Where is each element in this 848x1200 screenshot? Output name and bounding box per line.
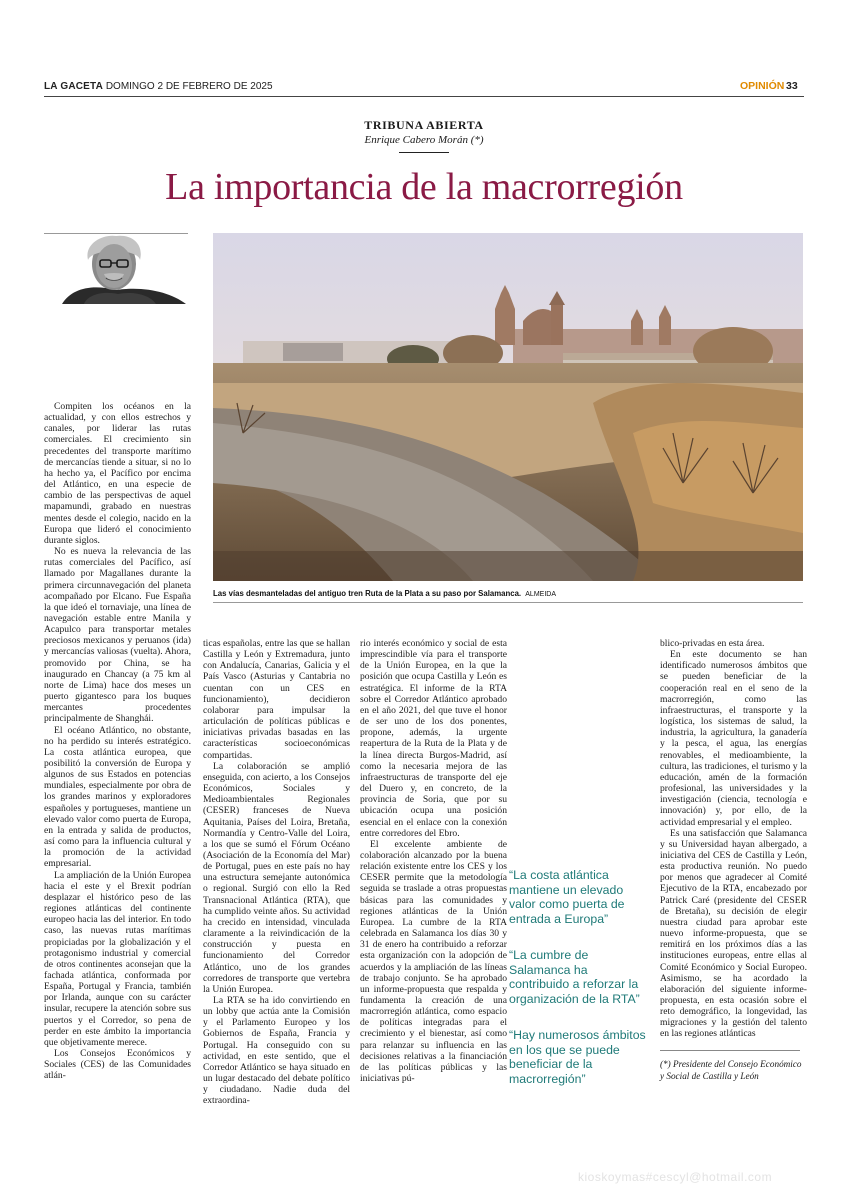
header-divider: [44, 96, 804, 97]
author-portrait: [44, 233, 188, 304]
paragraph: La RTA se ha ido convirtiendo en un lobby que actúa ante la Comisión y el Parlamento Europeo y los Gobiernos de España, Francia y Portugal. Ha conseguido con su actividad, en este sentido, que el Corredor Atlántico se haya situado en un lugar destacado del debate político y ciudadano. Nadie duda del extraordina-: [203, 995, 350, 1107]
article-author: Enrique Cabero Morán (*): [364, 134, 484, 146]
article-column-2: [203, 638, 350, 1107]
paragraph: Los Consejos Económicos y Sociales (CES) de las Comunidades atlán-: [44, 1048, 191, 1082]
paragraph: rio interés económico y social de esta imprescindible vía para el transporte de la Unión Europea, en la que la posición que ocupa Castilla y León es estratégica. El informe de la RTA sobre el Corredor Atlántico aprobado en el año 2021, del que tuve el honor de ser uno de los dos ponentes, propone, además, la urgente reapertura de la Ruta de la Plata y de la línea directa Burgos-Madrid, así como la necesaria mejora de las infraestructuras de transporte del eje del Duero y, en concreto, de la provincia de Soria, que por su ubicación ocupa una posición esencial en el enlace con la conexión entre corredores del Ebro.: [360, 638, 507, 839]
article-headline: La importancia de la macrorregión: [165, 166, 683, 208]
paper-name: LA GACETA: [44, 81, 104, 92]
pull-quote: “Hay numerosos ámbitos en los que se puede beneficiar de la macrorregión”: [509, 1028, 646, 1086]
paragraph: Compiten los océanos en la actualidad, y con ellos estrechos y canales, por liderar las rutas comerciales. El crecimiento sin precedentes del transporte marítimo de mercancías tiende a situar, si no lo ha hecho ya, el Pacífico por encima del Atlántico, en una especie de cambio de las perspectivas de aquel mapamundi, grabado en nuestras mentes desde el colegio, nacido en la Europa que lideró el conocimiento durante siglos.: [44, 401, 191, 546]
author-portrait-drawing: [44, 234, 188, 304]
issue-date: DOMINGO 2 DE FEBRERO DE 2025: [105, 81, 273, 92]
photo-caption: [213, 589, 803, 598]
watermark-text: kioskoymas#cescyl@hotmail.com: [578, 1170, 773, 1184]
page-number: 33: [786, 80, 798, 92]
article-column-3: [360, 638, 507, 1084]
photo-credit: ALMEIDA: [525, 591, 556, 598]
masthead: [44, 81, 273, 92]
paragraph: El excelente ambiente de colaboración alcanzado por la buena relación existente entre los CES y los CESER permite que la metodología seguida se traslade a otras propuestas básicas para las comunidades y regiones atlánticas de la Unión Europea. La cumbre de la RTA celebrada en Salamanca los días 30 y 31 de enero ha contribuido a reforzar esta organización con la adopción de acuerdos y la ampliación de las líneas de trabajo conjunto. Se ha aprobado un informe-propuesta que respalda y fundamenta la creación de una macrorregión atlántica, como espacio de políticas integradas para el crecimiento y el bienestar, así como para relanzar su influencia en las decisiones relativas a la financiación de las políticas públicas y las iniciativas pú-: [360, 838, 507, 1085]
section-label: OPINIÓN: [740, 80, 785, 92]
footnote-divider: [660, 1050, 800, 1051]
paragraph: ticas españolas, entre las que se hallan Castilla y León y Extremadura, junto con Andalucía, Canarias, Galicia y el País Vasco (Asturias y Cantabria no cuentan con un CES en funcionamiento), decidieron colaborar para impulsar la articulación de políticas públicas e iniciativas privadas basadas en las características socioeconómicas compartidas.: [203, 638, 350, 761]
caption-divider: [213, 602, 803, 603]
paragraph: El océano Atlántico, no obstante, no ha perdido su interés estratégico. La costa atlántica europea, que posibilitó la conversión de Europa y algunos de sus Estados en potencias mundiales, especialmente por obra de los grandes marinos y exploradores españoles y portugueses, mantiene un elevado valor como puerta de Europa, en la entrada y salida de productos, así como para la influencia cultural y la promoción de la actividad empresarial.: [44, 724, 191, 870]
paragraph: En este documento se han identificado numerosos ámbitos que se pueden beneficiar de la cooperación real en el seno de la macrorregión, como las infraestructuras, el transporte y la logística, los sistemas de salud, la industria, la agricultura, la ganadería y la pesca, el agua, las energías renovables, el medioambiente, la cultura, las tradiciones, el turismo y la educación, amén de la formación profesional, las universidades y la investigación (ciencia, tecnología e innovación) y, por ello, de la actividad empresarial y el empleo.: [660, 649, 807, 828]
paragraph: La ampliación de la Unión Europea hacia el este y el Brexit podrían desplazar el histórico peso de las regiones atlánticas del continente europeo hacia las del interior. En todo caso, las nuevas rutas marítimas propiciadas por la globalización y el protagonismo industrial y comercial de otros continentes aconsejan que la fachada atlántica, conformada por España, Portugal y Francia, también por Irlanda, aunque con su carácter insular, recupere la atención sobre sus puertos y el Corredor, so pena de perder en este ámbito la importancia que objetivamente merece.: [44, 869, 191, 1048]
pull-quote: “La costa atlántica mantiene un elevado valor como puerta de entrada a Europa”: [509, 868, 625, 926]
main-photo: [213, 233, 803, 581]
salamanca-landscape-image: [213, 233, 803, 581]
article-column-1: [44, 401, 191, 1082]
pull-quote: “La cumbre de Salamanca ha contribuido a reforzar la organización de la RTA”: [509, 948, 640, 1006]
photo-caption-text: Las vías desmanteladas del antiguo tren Ruta de la Plata a su paso por Salamanca.: [213, 589, 522, 598]
paragraph: Es una satisfacción que Salamanca y su Universidad hayan albergado, a iniciativa del CES de Castilla y León, esta productiva reunión. No puedo por menos que agradecer al Comité Ejecutivo de la RTA, encabezado por Patrick Caré (presidente del CESER de Bretaña), su decisión de elegir nuestra ciudad para aprobar este nuevo informe-propuesta, que se remitirá en los próximos días a las instituciones europeas, entre ellas al Comité Económico y Social Europeo. Asimismo, se ha acordado la elaboración del siguiente informe-propuesta, en esta ocasión sobre el reto demográfico, la longevidad, las migraciones y la gestión del talento en las regiones atlánticas: [660, 827, 807, 1040]
paragraph: No es nueva la relevancia de las rutas comerciales del Pacífico, así llamado por Magallanes durante la primera circunnavegación del planeta acompañado por Elcano. Fue España la que ideó el tornaviaje, una línea de navegación estable entre Manila y Acapulco para transportar metales preciosos mexicanos y peruanos (ida) y mercancías valiosas (vuelta). Ahora, promovido por China, se ha inaugurado en Chancay (a 75 km al norte de Lima) hace dos meses un puerto gigantesco para los buques mercantes procedentes principalmente de Shanghái.: [44, 546, 191, 725]
byline-divider: [399, 152, 449, 153]
paragraph: blico-privadas en esta área.: [660, 638, 765, 649]
article-column-4: [660, 638, 807, 1040]
author-footnote: (*) Presidente del Consejo Económico y Social de Castilla y León: [660, 1059, 802, 1081]
paragraph: La colaboración se amplió enseguida, con acierto, a los Consejos Económicos, Sociales y Medioambientales Regionales (CESER) franceses de Nueva Aquitania, Países del Loira, Bretaña, Normandía y Centro-Valle del Loira, a los que se sumó el Fórum Océano (Asociación de la Economía del Mar) de Portugal, pues en este país no hay una estructura semejante autonómica o regional. Surgió con ello la Red Transnacional Atlántica (RTA), que ha cumplido veinte años. Su actividad ha crecido en intensidad, vinculada claramente a la reivindicación de la construcción y puesta en funcionamiento del Corredor Atlántico, uno de los grandes corredores de transporte que vertebra la Unión Europea.: [203, 760, 350, 995]
article-kicker: TRIBUNA ABIERTA: [364, 118, 484, 132]
